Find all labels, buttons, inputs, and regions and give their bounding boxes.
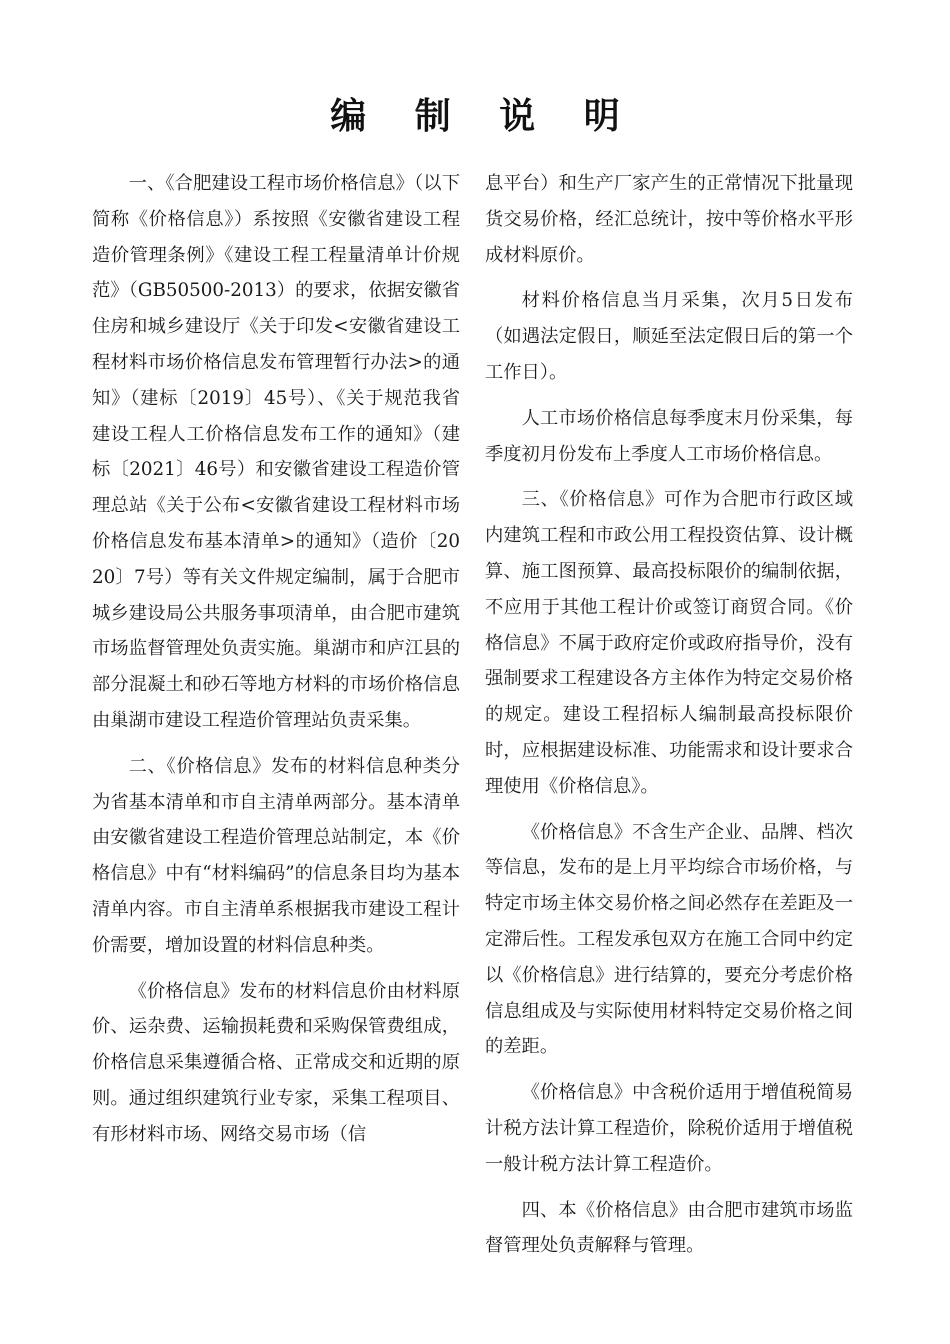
paragraph-3-continued: 息平台）和生产厂家产生的正常情况下批量现货交易价格，经汇总统计，按中等价格水平形成材料原价。	[485, 173, 853, 266]
left-column	[92, 166, 460, 1163]
paragraph-1: 一、《合肥建设工程市场价格信息》（以下简称《价格信息》）系按照《安徽省建设工程造价管理条例》《建设工程工程量清单计价规范》（GB50500-2013）的要求，依据安徽省住房和城乡建设厅《关于印发<安徽省建设工程材料市场价格信息发布管理暂行办法>的通知》（建标〔2019〕45号）、《关于规范我省建设工程人工价格信息发布工作的通知》（建标〔2021〕46号）和安徽省建设工程造价管理总站《关于公布<安徽省建设工程材料市场价格信息发布基本清单>的通知》（造价〔2020〕7号）等有关文件规定编制，属于合肥市城乡建设局公共服务事项清单，由合肥市建筑市场监督管理处负责实施。巢湖市和庐江县的部分混凝土和砂石等地方材料的市场价格信息由巢湖市建设工程造价管理站负责采集。	[92, 173, 460, 731]
right-column	[485, 166, 853, 1274]
paragraph-9: 四、本《价格信息》由合肥市建筑市场监督管理处负责解释与管理。	[485, 1199, 853, 1257]
paragraph-6: 三、《价格信息》可作为合肥市行政区域内建筑工程和市政公用工程投资估算、设计概算、施工图预算、最高投标限价的编制依据，不应用于其他工程计价或签订商贸合同。《价格信息》不属于政府定价或政府指导价，没有强制要求工程建设各方主体作为特定交易价格的规定。建设工程招标人编制最高投标限价时，应根据建设标准、功能需求和设计要求合理使用《价格信息》。	[485, 489, 853, 797]
paragraph-8: 《价格信息》中含税价适用于增值税简易计税方法计算工程造价，除税价适用于增值税一般计税方法计算工程造价。	[485, 1082, 853, 1175]
paragraph-4: 材料价格信息当月采集，次月5日发布（如遇法定假日，顺延至法定假日后的第一个工作日）。	[485, 290, 853, 383]
paragraph-3: 《价格信息》发布的材料信息价由材料原价、运杂费、运输损耗费和采购保管费组成，价格信息采集遵循合格、正常成交和近期的原则。通过组织建筑行业专家，采集工程项目、有形材料市场、网络交易市场（信	[92, 980, 460, 1145]
paragraph-2: 二、《价格信息》发布的材料信息种类分为省基本清单和市自主清单两部分。基本清单由安徽省建设工程造价管理总站制定，本《价格信息》中有“材料编码”的信息条目均为基本清单内容。市自主清单系根据我市建设工程计价需要，增加设置的材料信息种类。	[92, 755, 460, 956]
page-title: 编 制 说 明	[330, 96, 638, 137]
paragraph-7: 《价格信息》不含生产企业、品牌、档次等信息，发布的是上月平均综合市场价格，与特定市场主体交易价格之间必然存在差距及一定滞后性。工程发承包双方在施工合同中约定以《价格信息》进行结算的，要充分考虑价格信息组成及与实际使用材料特定交易价格之间的差距。	[485, 821, 853, 1058]
paragraph-5: 人工市场价格信息每季度末月份采集，每季度初月份发布上季度人工市场价格信息。	[485, 407, 853, 465]
